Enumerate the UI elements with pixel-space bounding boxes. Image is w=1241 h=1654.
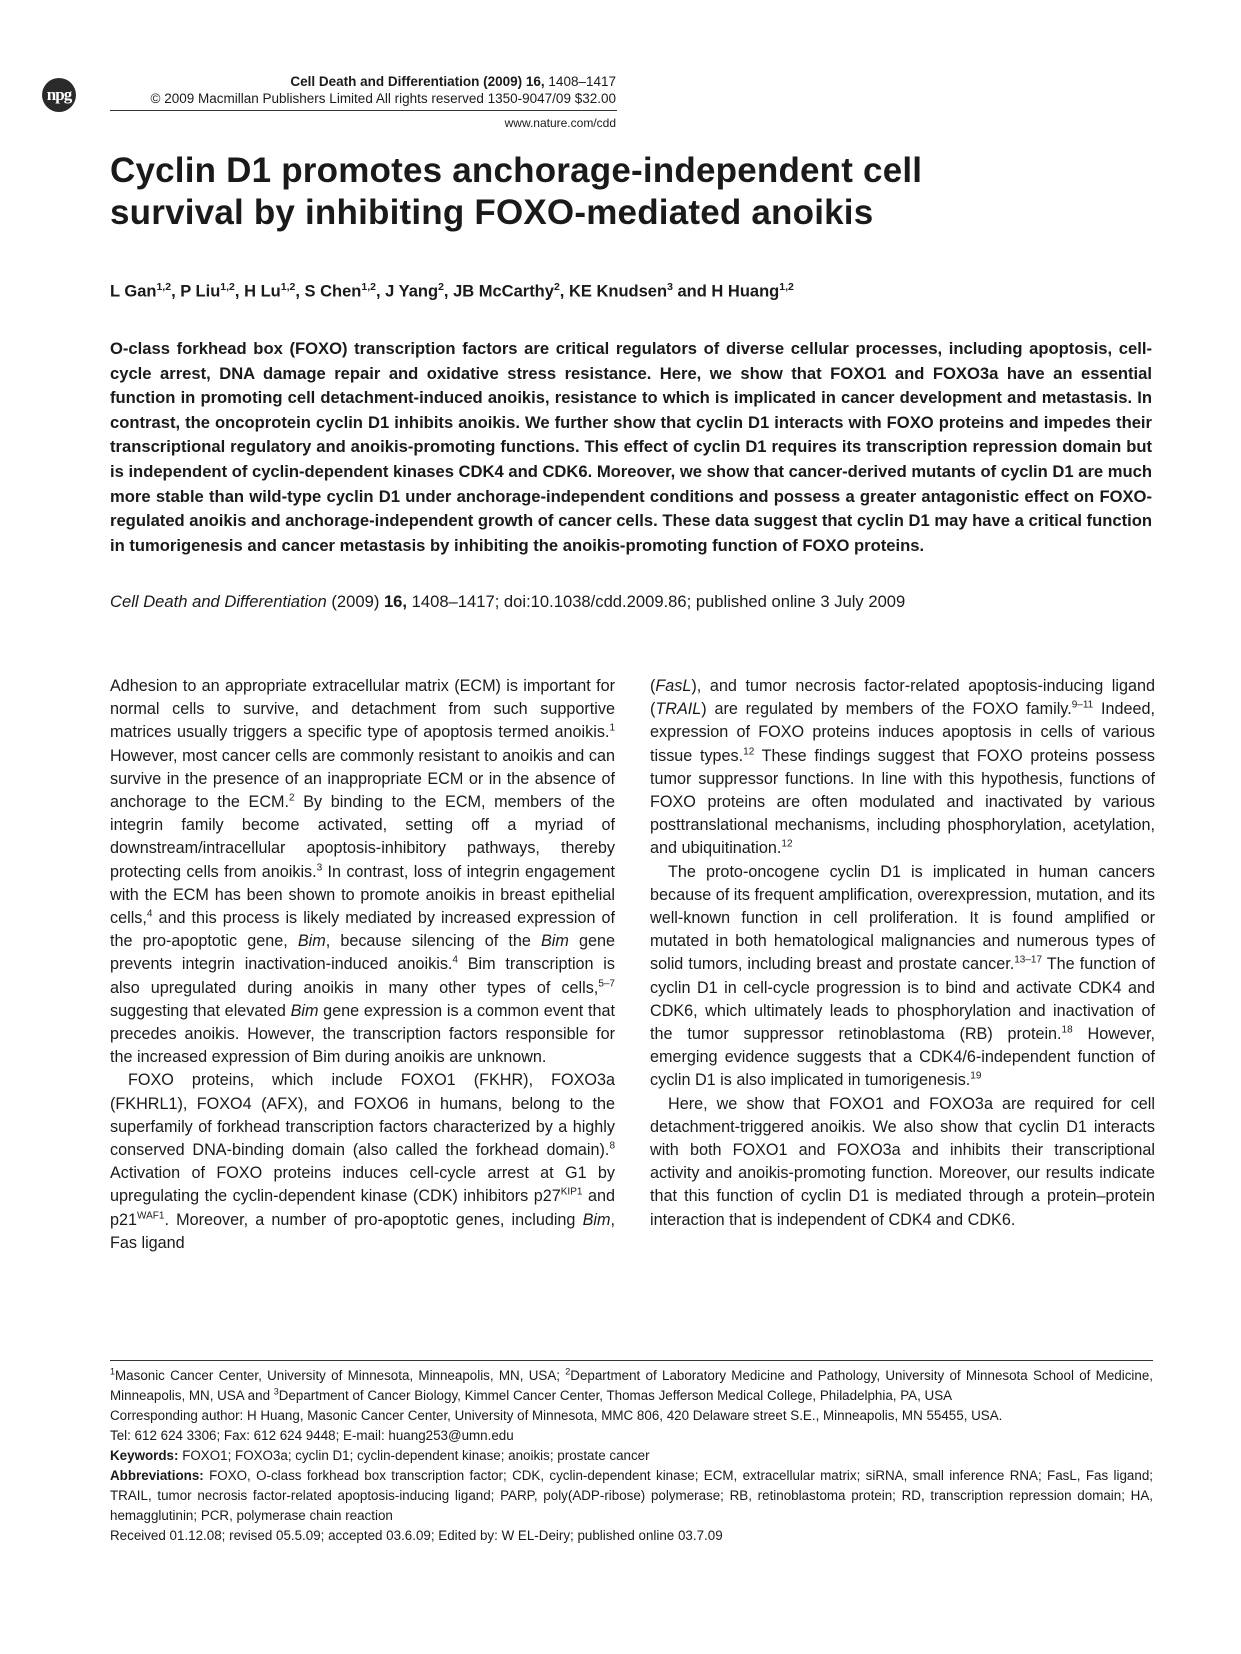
text-segment: gene expression is a common event that precedes anoikis. However, the transcription factors responsible for the increased expression of Bim during anoikis are unknown. xyxy=(110,1001,615,1067)
text-segment: ( xyxy=(650,677,656,695)
author-separator: , xyxy=(559,282,569,301)
text-segment: The proto-oncogene cyclin D1 is implicated in human cancers because of its frequent amplification, overexpression, mutation, and its well-known function in cell proliferation. It is found amplified or mutated in both hematological malignancies and numerous types of solid tumors, including breast and prostate cancer. xyxy=(650,862,1155,974)
reference-superscript: WAF1 xyxy=(137,1210,165,1222)
reference-superscript: 18 xyxy=(1061,1024,1073,1036)
citation-line xyxy=(110,592,905,612)
author-affiliation: 2 xyxy=(553,281,560,293)
citation-volume: 16, xyxy=(383,592,408,611)
footnote-line xyxy=(110,1366,1153,1406)
text-segment: Bim xyxy=(290,1001,319,1020)
text-segment: By binding to the ECM, members of the integrin family become activated, setting off a myriad of downstream/intracellular apoptosis-inhibitory pathways, thereby protecting cells from anoikis. xyxy=(110,793,615,881)
author-name: J Yang xyxy=(385,282,439,301)
footnote-divider xyxy=(110,1360,1153,1361)
footnote-line xyxy=(110,1406,1153,1426)
footnote-line xyxy=(110,1526,1153,1546)
body-paragraph xyxy=(650,1093,1155,1232)
text-segment: . Moreover, a number of pro-apoptotic genes, including xyxy=(164,1210,583,1229)
reference-superscript: 5–7 xyxy=(598,978,615,990)
author-separator: , xyxy=(234,282,245,301)
text-segment: gene prevents integrin inactivation-induced anoikis. xyxy=(110,932,615,974)
text-segment: Bim transcription is also upregulated during anoikis in many other types of cells, xyxy=(110,955,615,997)
text-segment: FOXO, O-class forkhead box transcription factor; CDK, cyclin-dependent kinase; ECM, extracellular matrix; siRNA, small inference RNA; FasL, Fas ligand; TRAIL, tumor necrosis factor-related apoptosis-inducing ligand; PARP, poly(ADP-ribose) polymerase; RB, retinoblastoma protein; RD, transcription repression domain; HA, hemagglutinin; PCR, polymerase chain reaction xyxy=(110,1468,1153,1523)
footnote-line xyxy=(110,1446,1153,1466)
reference-superscript: 13–17 xyxy=(1014,955,1043,967)
text-segment: However, most cancer cells are commonly resistant to anoikis and can survive in the presence of an inappropriate ECM or in the absence of anchorage to the ECM. xyxy=(110,746,615,812)
author-affiliation: 2 xyxy=(438,281,444,293)
author-affiliation: 1,2 xyxy=(280,281,296,293)
body-paragraph xyxy=(110,675,615,1069)
reference-superscript: 3 xyxy=(273,1386,279,1397)
author-affiliation: 3 xyxy=(667,281,673,293)
author-separator: , xyxy=(375,282,386,301)
author-name: KE Knudsen xyxy=(568,282,668,301)
text-segment: Received 01.12.08; revised 05.5.09; accepted 03.6.09; Edited by: W EL-Deiry; published online 03.7.09 xyxy=(110,1528,723,1543)
citation-details: 1408–1417; doi:10.1038/cdd.2009.86; published online 3 July 2009 xyxy=(407,592,906,611)
footnote-line xyxy=(110,1426,1153,1446)
text-segment: suggesting that elevated xyxy=(110,1001,291,1020)
text-segment: Department of Laboratory Medicine and Pathology, University of Minnesota School of Medicine, Minneapolis, MN, USA and xyxy=(110,1368,1153,1403)
reference-superscript: 3 xyxy=(316,862,323,874)
reference-superscript: 12 xyxy=(743,746,755,758)
author-name: P Liu xyxy=(180,282,221,301)
citation-year: (2009) xyxy=(326,592,384,611)
left-column xyxy=(110,675,615,1255)
right-column xyxy=(650,675,1155,1232)
title-line-2: survival by inhibiting FOXO-mediated anoikis xyxy=(110,193,874,232)
author-separator: , xyxy=(171,282,181,301)
journal-header xyxy=(290,74,616,89)
text-segment: ), and tumor necrosis factor-related apoptosis-inducing ligand ( xyxy=(650,677,1155,719)
author-list xyxy=(110,281,794,302)
reference-superscript: 19 xyxy=(970,1071,982,1083)
text-segment: However, emerging evidence suggests that a CDK4/6-independent function of cyclin D1 is also implicated in tumorigenesis. xyxy=(650,1025,1155,1090)
bold-label: Abbreviations: xyxy=(110,1468,204,1483)
body-paragraph xyxy=(650,675,1155,861)
text-segment: and this process is likely mediated by increased expression of the pro-apoptotic gene, xyxy=(110,909,615,951)
text-segment: , because silencing of the xyxy=(325,932,541,951)
author-affiliation: 1,2 xyxy=(779,281,794,293)
author-name: S Chen xyxy=(304,282,362,301)
text-segment: Tel: 612 624 3306; Fax: 612 624 9448; E-mail: huang253@umn.edu xyxy=(110,1428,514,1443)
author-separator: , xyxy=(443,282,454,301)
footnote-line xyxy=(110,1466,1153,1526)
text-segment: Adhesion to an appropriate extracellular matrix (ECM) is important for normal cells to survive, and detachment from such supportive matrices usually triggers a specific type of apoptosis termed anoikis. xyxy=(110,677,615,742)
text-segment: Masonic Cancer Center, University of Minnesota, Minneapolis, MN, USA; xyxy=(115,1368,566,1383)
footnotes xyxy=(110,1366,1153,1546)
text-segment: Indeed, expression of FOXO proteins induces apoptosis in cells of various tissue types. xyxy=(650,700,1155,765)
title-line-1: Cyclin D1 promotes anchorage-independent cell xyxy=(110,151,923,190)
reference-superscript: 1 xyxy=(110,1366,116,1377)
header-divider xyxy=(110,110,617,111)
body-paragraph xyxy=(650,861,1155,1093)
text-segment: ) are regulated by members of the FOXO family. xyxy=(701,700,1072,719)
author-name: H Huang xyxy=(711,282,780,301)
author-affiliation: 1,2 xyxy=(220,281,235,293)
reference-superscript: 4 xyxy=(146,908,153,920)
author-name: H Lu xyxy=(244,282,281,301)
reference-superscript: KIP1 xyxy=(560,1187,583,1199)
body-paragraph xyxy=(110,1069,615,1255)
journal-url[interactable]: www.nature.com/cdd xyxy=(504,116,616,130)
text-segment: Corresponding author: H Huang, Masonic Cancer Center, University of Minnesota, MMC 806, 420 Delaware street S.E., Minneapolis, MN 55455, USA. xyxy=(110,1408,1003,1423)
reference-superscript: 12 xyxy=(781,839,793,851)
text-segment: In contrast, loss of integrin engagement with the ECM has been shown to promote anoikis in breast epithelial cells, xyxy=(110,862,615,928)
author-name: L Gan xyxy=(110,282,157,301)
text-segment: FasL xyxy=(655,677,692,695)
author-affiliation: 1,2 xyxy=(361,281,376,293)
reference-superscript: 9–11 xyxy=(1071,699,1094,711)
reference-superscript: 2 xyxy=(565,1366,571,1377)
text-segment: Department of Cancer Biology, Kimmel Cancer Center, Thomas Jefferson Medical College, Philadelphia, PA, USA xyxy=(278,1388,953,1403)
abstract: O-class forkhead box (FOXO) transcription factors are critical regulators of diverse cellular processes, including apoptosis, cell-cycle arrest, DNA damage repair and oxidative stress resistance. Here, we show that FOXO1 and FOXO3a have an essential function in promoting cell detachment-induced anoikis, resistance to which is implicated in cancer development and metastasis. In contrast, the oncoprotein cyclin D1 inhibits anoikis. We further show that cyclin D1 interacts with FOXO proteins and impedes their transcriptional regulatory and anoikis-promoting functions. This effect of cyclin D1 requires its transcription repression domain but is independent of cyclin-dependent kinases CDK4 and CDK6. Moreover, we show that cancer-derived mutants of cyclin D1 are much more stable than wild-type cyclin D1 under anchorage-independent conditions and possess a greater antagonistic effect on FOXO-regulated anoikis and anchorage-independent growth of cancer cells. These data suggest that cyclin D1 may have a critical function in tumorigenesis and cancer metastasis by inhibiting the anoikis-promoting function of FOXO proteins. xyxy=(110,339,1152,555)
copyright-line: © 2009 Macmillan Publishers Limited All rights reserved 1350-9047/09 $32.00 xyxy=(150,91,616,106)
text-segment: , Fas ligand xyxy=(110,1210,615,1252)
text-segment: TRAIL xyxy=(655,700,702,719)
reference-superscript: 8 xyxy=(609,1140,615,1152)
author-name: JB McCarthy xyxy=(453,282,554,301)
journal-name: Cell Death and Differentiation (2009) 16, xyxy=(290,74,545,89)
reference-superscript: 4 xyxy=(452,955,458,967)
author-separator: and xyxy=(672,282,712,301)
text-segment: Bim xyxy=(297,932,326,951)
text-segment: The function of cyclin D1 in cell-cycle progression is to bind and activate CDK4 and CDK6, which ultimately leads to phosphorylation and inactivation of the tumor suppressor retinoblastoma (RB) protein. xyxy=(650,955,1155,1044)
journal-pages: 1408–1417 xyxy=(544,74,616,89)
text-segment: These findings suggest that FOXO proteins possess tumor suppressor functions. In line with this hypothesis, functions of FOXO proteins are often modulated and inactivated by various posttranslational mechanisms, including phosphorylation, acetylation, and ubiquitination. xyxy=(650,746,1155,858)
author-affiliation: 1,2 xyxy=(156,281,172,293)
reference-superscript: 2 xyxy=(289,792,295,804)
text-segment: and p21 xyxy=(110,1187,615,1229)
text-segment: FOXO1; FOXO3a; cyclin D1; cyclin-dependent kinase; anoikis; prostate cancer xyxy=(178,1448,650,1463)
author-separator: , xyxy=(295,282,305,301)
citation-journal: Cell Death and Differentiation xyxy=(110,592,327,611)
text-segment: FOXO proteins, which include FOXO1 (FKHR), FOXO3a (FKHRL1), FOXO4 (AFX), and FOXO6 in humans, belong to the superfamily of forkhead transcription factors characterized by a highly conserved DNA-binding domain (also called the forkhead domain). xyxy=(110,1071,615,1160)
npg-logo: npg xyxy=(42,78,76,112)
text-segment: Bim xyxy=(540,932,569,951)
reference-superscript: 1 xyxy=(609,723,615,735)
text-segment: Bim xyxy=(582,1210,611,1229)
text-segment: Here, we show that FOXO1 and FOXO3a are required for cell detachment-triggered anoikis. We also show that cyclin D1 interacts with both FOXO1 and FOXO3a and inhibits their transcriptional activity and anoikis-promoting function. Moreover, our results indicate that this function of cyclin D1 is mediated through a protein–protein interaction that is independent of CDK4 and CDK6. xyxy=(650,1094,1155,1229)
article-title xyxy=(110,150,1150,234)
text-segment: Activation of FOXO proteins induces cell-cycle arrest at G1 by upregulating the cyclin-dependent kinase (CDK) inhibitors p27 xyxy=(110,1164,615,1206)
bold-label: Keywords: xyxy=(110,1448,179,1463)
